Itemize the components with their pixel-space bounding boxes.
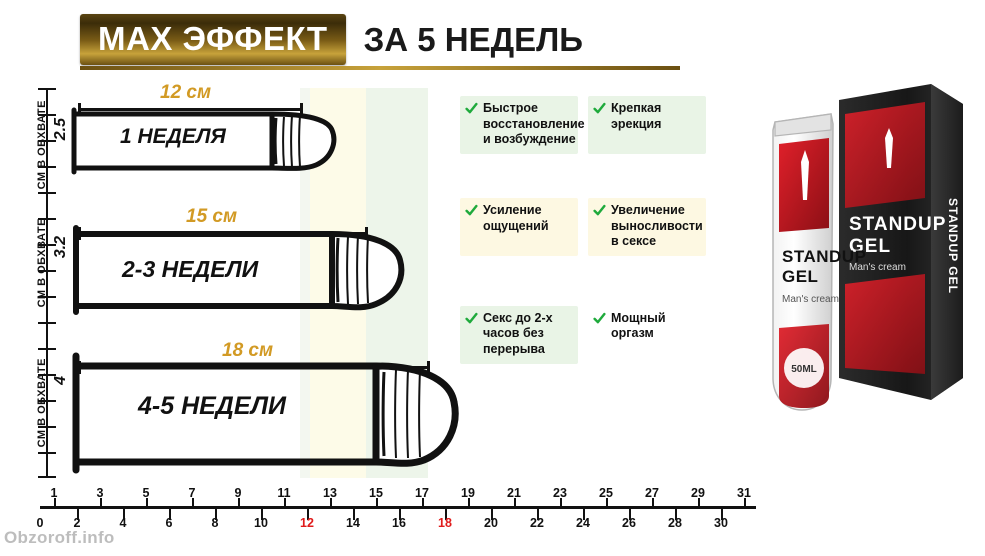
girth-axis-label-3: СМ В ОБХВАТЕ [36, 358, 48, 448]
stage-length-3: 18 см [222, 340, 274, 361]
girth-value-2: 3.2 [52, 236, 69, 259]
svg-text:STANDUP: STANDUP [782, 247, 867, 266]
product-image [735, 78, 970, 428]
svg-text:GEL: GEL [782, 267, 819, 286]
ruler-top-number: 5 [142, 486, 150, 500]
ruler-top-number: 9 [234, 486, 242, 500]
benefits-row-1 [460, 96, 710, 154]
stage-illustration-1 [60, 106, 350, 176]
ruler-bottom-number: 20 [484, 516, 498, 530]
svg-text:STANDUP GEL: STANDUP GEL [946, 198, 960, 294]
ruler-bottom-number-highlight: 12 [300, 516, 314, 530]
ruler-top-number: 1 [50, 486, 58, 500]
svg-text:50ML: 50ML [791, 364, 817, 375]
check-icon [593, 204, 606, 217]
page-title [80, 14, 583, 65]
ruler-top-number: 15 [369, 486, 383, 500]
ruler-bottom-number: 4 [119, 516, 127, 530]
ruler-top-number: 13 [323, 486, 337, 500]
girth-axis-label-1: СМ В ОБХВАТЕ [36, 100, 48, 190]
check-icon [465, 204, 478, 217]
title-underline [80, 66, 680, 70]
ruler-bottom-number: 26 [622, 516, 636, 530]
benefit-item [588, 198, 706, 256]
benefit-text: Секс до 2-х часов без перерыва [483, 310, 553, 356]
ruler-bottom-number: 14 [346, 516, 360, 530]
benefit-item [460, 198, 578, 256]
product-box [839, 84, 963, 400]
girth-axis-label-2: СМ В ОБХВАТЕ [36, 218, 48, 308]
stage-illustration-3 [58, 352, 468, 474]
ruler-bottom-number: 24 [576, 516, 590, 530]
benefits-row-3 [460, 306, 710, 364]
check-icon [593, 102, 606, 115]
ruler-top-number: 25 [599, 486, 613, 500]
benefit-item [588, 96, 706, 154]
stage-length-1: 12 см [160, 82, 212, 103]
ruler-top-number: 23 [553, 486, 567, 500]
stage-title-1: 1 НЕДЕЛЯ [120, 125, 226, 148]
stage-title-3: 4-5 НЕДЕЛИ [138, 392, 286, 420]
ruler-bottom-number: 10 [254, 516, 268, 530]
watermark: Obzoroff.info [4, 528, 115, 547]
ruler-top-number: 29 [691, 486, 705, 500]
ruler-bottom-number: 28 [668, 516, 682, 530]
horizontal-ruler [36, 486, 760, 546]
title-rest-text: ЗА 5 НЕДЕЛЬ [363, 21, 584, 58]
ruler-top-number: 31 [737, 486, 751, 500]
ruler-bottom-number: 8 [211, 516, 219, 530]
ruler-bottom-number: 0 [36, 516, 44, 530]
ruler-top-number: 11 [277, 486, 291, 500]
stage-illustration-2 [60, 224, 410, 316]
ruler-top-number: 3 [96, 486, 104, 500]
svg-text:Man's cream: Man's cream [849, 262, 906, 273]
girth-value-3: 4 [52, 376, 69, 385]
ruler-bottom-number: 16 [392, 516, 406, 530]
ruler-top-number: 19 [461, 486, 475, 500]
ruler-top-number: 21 [507, 486, 521, 500]
ruler-top-number: 7 [188, 486, 196, 500]
stage-length-2: 15 см [186, 206, 238, 227]
benefit-text: Увеличение выносливости в сексе [611, 202, 703, 249]
benefit-text: Крепкая эрекция [611, 101, 662, 131]
benefit-text: Быстрое восстановление и возбуждение [483, 101, 585, 147]
title-highlight-box [80, 14, 346, 65]
benefit-item [588, 306, 706, 364]
svg-text:GEL: GEL [849, 236, 892, 257]
stage-title-2: 2-3 НЕДЕЛИ [122, 256, 259, 282]
ruler-bottom-number: 22 [530, 516, 544, 530]
benefits-list [460, 96, 710, 386]
check-icon [465, 312, 478, 325]
ruler-bottom-number: 30 [714, 516, 728, 530]
girth-value-1: 2.5 [52, 118, 69, 141]
benefits-row-2 [460, 198, 710, 256]
check-icon [465, 102, 478, 115]
benefit-item [460, 96, 585, 154]
svg-text:STANDUP: STANDUP [849, 214, 947, 235]
benefit-text: Мощный оргазм [611, 310, 666, 341]
benefit-item [460, 306, 578, 364]
ruler-bottom-number-highlight: 18 [438, 516, 452, 530]
ruler-top-number: 27 [645, 486, 659, 500]
benefit-text: Усиление ощущений [483, 202, 549, 233]
check-icon [593, 312, 606, 325]
svg-text:Man's cream: Man's cream [782, 294, 839, 305]
ruler-top-number: 17 [415, 486, 429, 500]
title-highlight-text: МАХ ЭФФЕКТ [98, 20, 328, 57]
ruler-bottom-number: 6 [165, 516, 173, 530]
ruler-bottom-number: 2 [73, 516, 81, 530]
